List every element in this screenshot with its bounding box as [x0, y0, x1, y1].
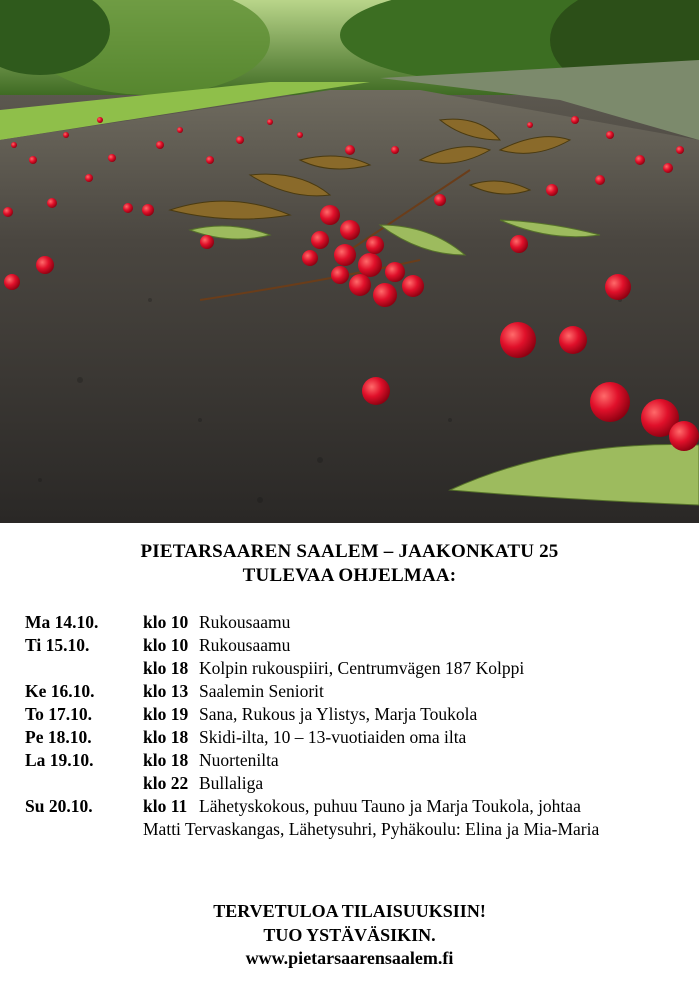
schedule-day: Su 20.10.: [25, 796, 93, 816]
website-link[interactable]: www.pietarsaarensaalem.fi: [245, 948, 454, 968]
page-subtitle: TULEVAA OHJELMAA:: [242, 565, 457, 586]
schedule-description: Rukousaamu: [199, 612, 291, 632]
schedule-row: [0, 726, 699, 749]
schedule-time: klo 13: [143, 681, 189, 701]
schedule-description: Skidi-ilta, 10 – 13-vuotiaiden oma ilta: [199, 727, 467, 747]
schedule-row: [0, 795, 699, 818]
schedule-time: klo 22: [143, 773, 189, 793]
schedule-time: klo 18: [143, 727, 189, 747]
schedule-row-continuation: [0, 818, 699, 841]
welcome-text: TERVETULOA TILAISUUKSIIN!: [213, 901, 486, 921]
schedule-time: klo 18: [143, 658, 189, 678]
schedule-description: Nuortenilta: [199, 750, 279, 770]
schedule-time: klo 10: [143, 612, 189, 632]
schedule-row: [0, 634, 699, 657]
schedule-row: [0, 749, 699, 772]
schedule-description: Kolpin rukouspiiri, Centrumvägen 187 Kolppi: [199, 658, 525, 678]
schedule-row: [0, 657, 699, 680]
schedule-description: Saalemin Seniorit: [199, 681, 324, 701]
schedule-day: Ke 16.10.: [25, 681, 95, 701]
schedule-description: Bullaliga: [199, 773, 264, 793]
schedule-row: [0, 680, 699, 703]
page-title: PIETARSAAREN SAALEM – JAAKONKATU 25: [140, 541, 559, 562]
schedule-row: [0, 772, 699, 795]
schedule-description: Rukousaamu: [199, 635, 291, 655]
schedule-day: To 17.10.: [25, 704, 92, 724]
schedule-time: klo 19: [143, 704, 189, 724]
schedule-day: Ma 14.10.: [25, 612, 99, 632]
schedule-description: Sana, Rukous ja Ylistys, Marja Toukola: [199, 704, 478, 724]
schedule-day: La 19.10.: [25, 750, 94, 770]
schedule-day: Ti 15.10.: [25, 635, 90, 655]
schedule-time: klo 11: [143, 796, 188, 816]
schedule-row: [0, 703, 699, 726]
schedule-description-continuation: Matti Tervaskangas, Lähetysuhri, Pyhäkoulu: Elina ja Mia-Maria: [143, 819, 600, 839]
invite-text: TUO YSTÄVÄSIKIN.: [263, 925, 436, 945]
schedule-time: klo 18: [143, 750, 189, 770]
schedule-day: Pe 18.10.: [25, 727, 92, 747]
schedule-row: [0, 611, 699, 634]
schedule-time: klo 10: [143, 635, 189, 655]
schedule-description: Lähetyskokous, puhuu Tauno ja Marja Toukola, johtaa: [199, 796, 581, 816]
